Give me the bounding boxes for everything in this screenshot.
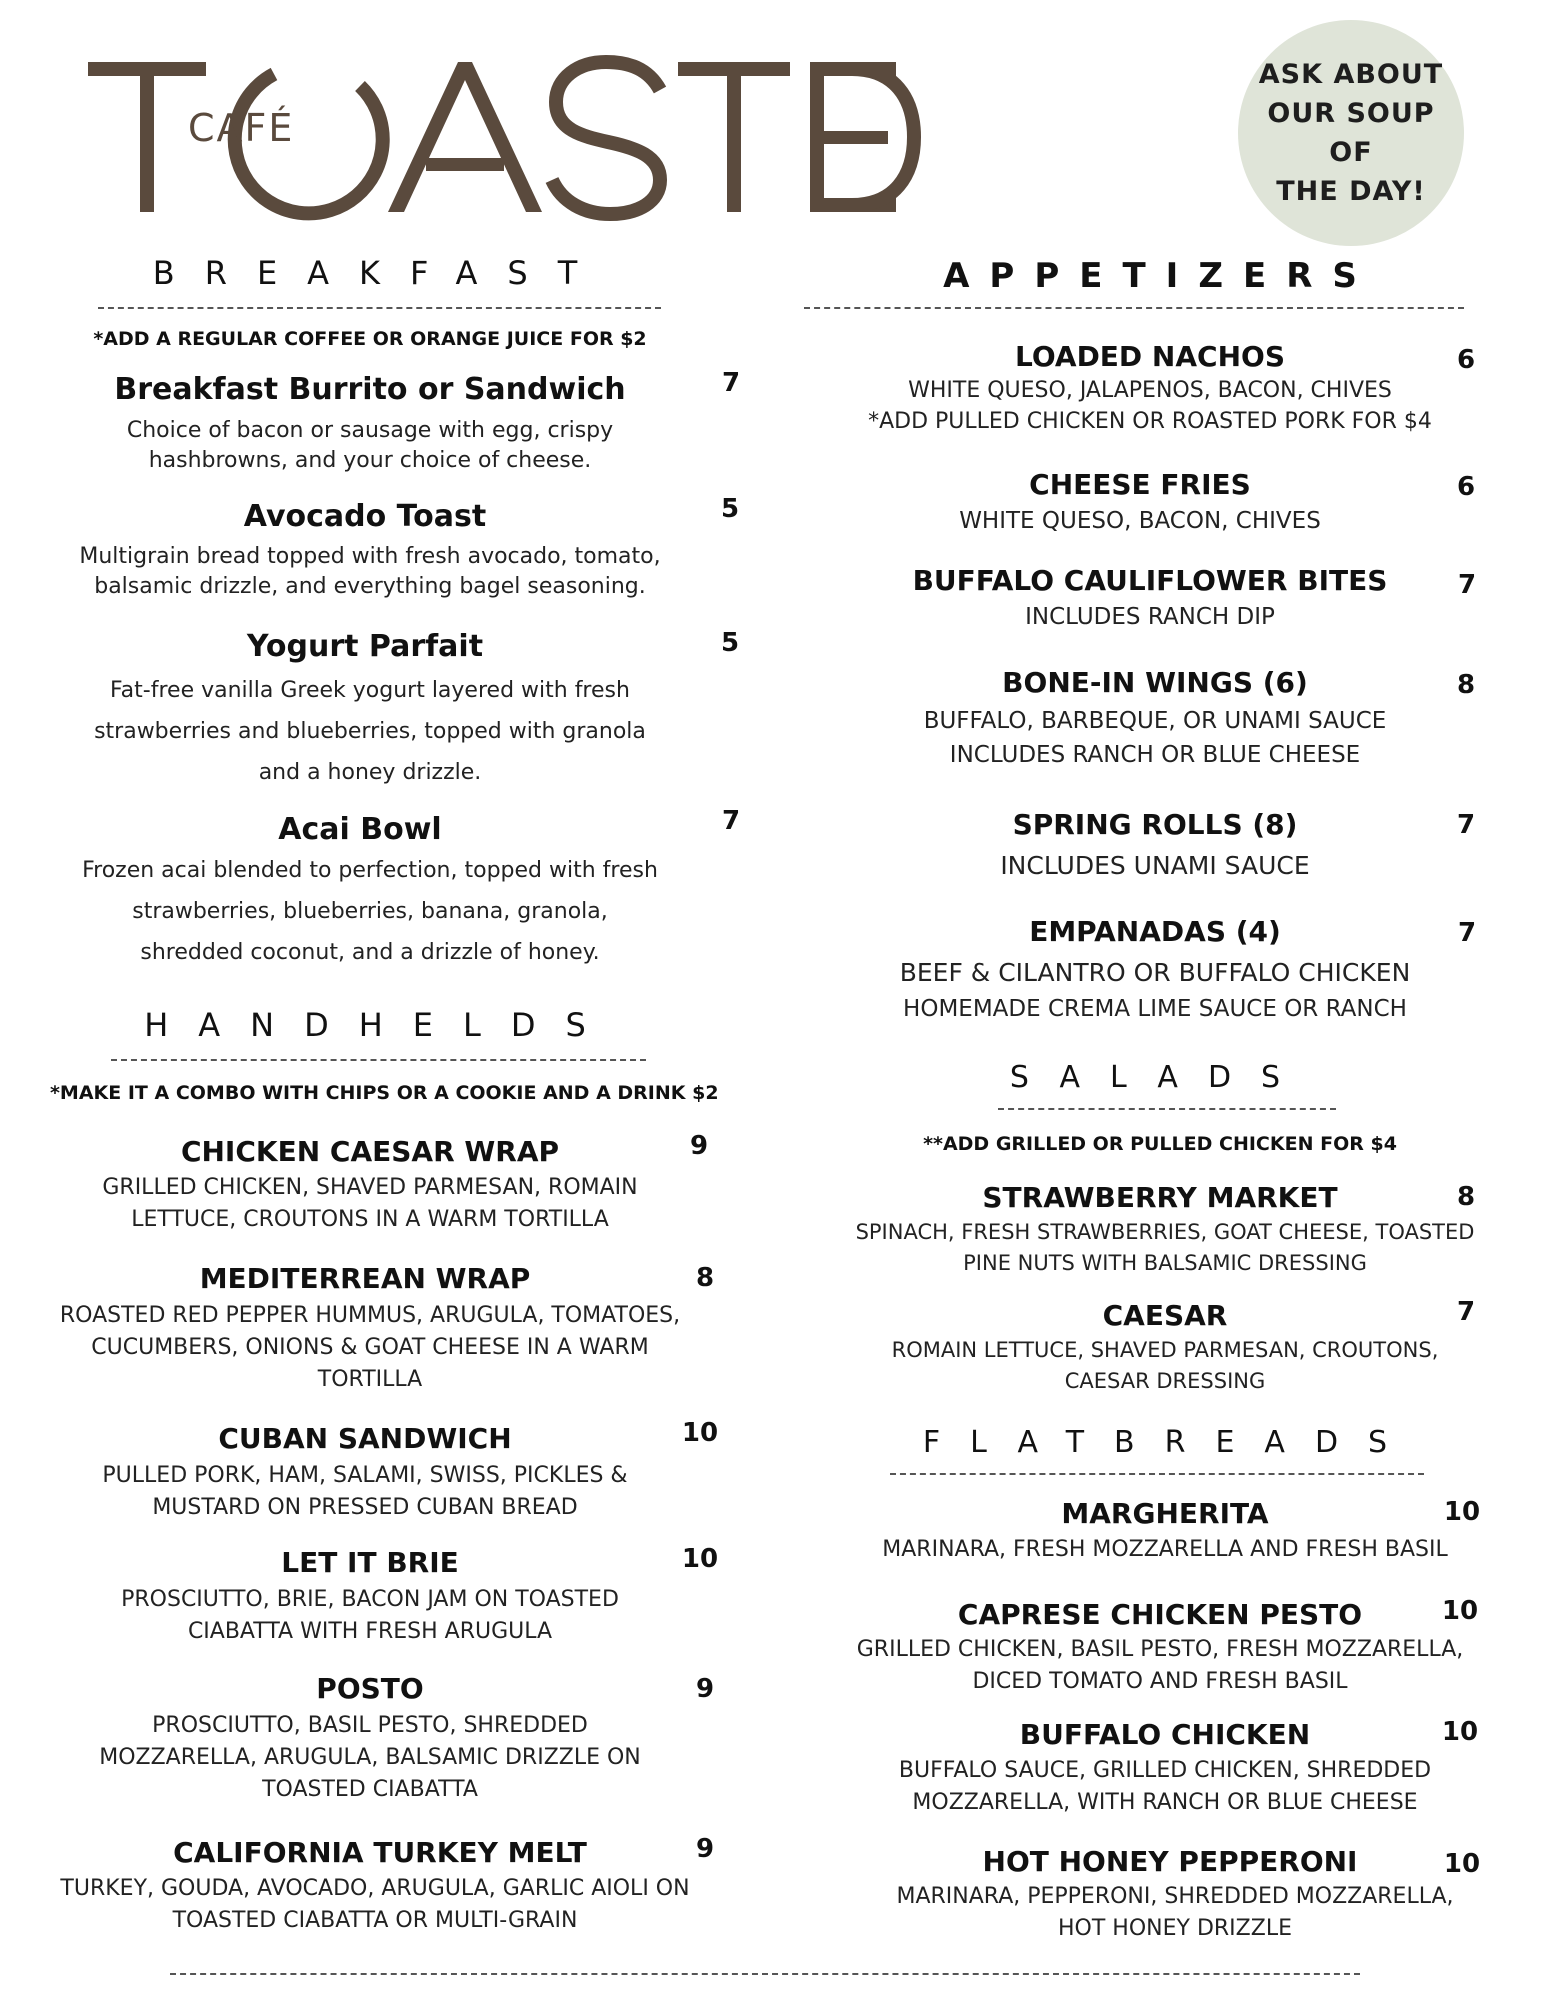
description-line: MARINARA, FRESH MOZZARELLA AND FRESH BASIL xyxy=(882,1537,1448,1562)
description-line: INCLUDES RANCH DIP xyxy=(1025,604,1275,630)
description-line: BUFFALO SAUCE, GRILLED CHICKEN, SHREDDED xyxy=(898,1758,1432,1783)
salads-note: **ADD GRILLED OR PULLED CHICKEN FOR $4 xyxy=(923,1133,1397,1155)
description-line: ROASTED RED PEPPER HUMMUS, ARUGULA, TOMATOES, xyxy=(59,1303,681,1328)
description-line: MARINARA, PEPPERONI, SHREDDED MOZZARELLA, xyxy=(896,1884,1454,1909)
description-line: shredded coconut, and a drizzle of honey. xyxy=(140,940,600,965)
menu-item-price: 9 xyxy=(695,1674,715,1704)
description-line: *ADD PULLED CHICKEN OR ROASTED PORK FOR $4 xyxy=(868,409,1432,434)
menu-item-price: 8 xyxy=(1456,670,1476,700)
menu-item-price: 7 xyxy=(1457,918,1477,948)
menu-item-price: 10 xyxy=(1443,1849,1481,1879)
flatbreads-heading: FLATBREADS xyxy=(922,1425,1418,1460)
section-divider xyxy=(98,307,661,309)
description-line: DICED TOMATO AND FRESH BASIL xyxy=(972,1669,1348,1694)
menu-item-name: CHICKEN CAESAR WRAP xyxy=(180,1135,560,1168)
menu-item-description xyxy=(850,1634,1470,1698)
menu-item-description xyxy=(50,1584,690,1648)
description-line: PROSCIUTTO, BRIE, BACON JAM ON TOASTED xyxy=(121,1587,619,1612)
menu-item-name: POSTO xyxy=(316,1672,424,1705)
menu-item-name: Acai Bowl xyxy=(278,812,442,847)
menu-item-name: Breakfast Burrito or Sandwich xyxy=(114,372,626,407)
menu-item-price: 9 xyxy=(689,1131,709,1161)
menu-item-description xyxy=(50,1172,690,1236)
description-line: CAESAR DRESSING xyxy=(1064,1369,1266,1393)
menu-item-description xyxy=(860,1755,1470,1819)
menu-item-description xyxy=(50,670,690,793)
description-line: BUFFALO, BARBEQUE, OR UNAMI SAUCE xyxy=(923,708,1387,734)
menu-item-price: 7 xyxy=(1457,570,1477,600)
description-line: balsamic drizzle, and everything bagel seasoning. xyxy=(94,574,646,599)
description-line: TURKEY, GOUDA, AVOCADO, ARUGULA, GARLIC AIOLI ON xyxy=(60,1876,690,1901)
menu-item-description xyxy=(850,602,1450,633)
menu-item-price: 7 xyxy=(1456,810,1476,840)
menu-item-name: CALIFORNIA TURKEY MELT xyxy=(173,1836,587,1869)
menu-item-price: 10 xyxy=(681,1544,719,1574)
menu-item-price: 7 xyxy=(1456,1297,1476,1327)
menu-item-price: 10 xyxy=(681,1418,719,1448)
description-line: MUSTARD ON PRESSED CUBAN BREAD xyxy=(152,1495,578,1520)
description-line: hashbrowns, and your choice of cheese. xyxy=(148,448,592,473)
description-line: TOASTED CIABATTA OR MULTI-GRAIN xyxy=(172,1908,578,1933)
description-line: LETTUCE, CROUTONS IN A WARM TORTILLA xyxy=(131,1207,609,1232)
description-line: ROMAIN LETTUCE, SHAVED PARMESAN, CROUTONS, xyxy=(891,1338,1439,1362)
menu-item-name: CUBAN SANDWICH xyxy=(218,1422,512,1455)
menu-item-price: 7 xyxy=(721,368,741,398)
menu-item-price: 7 xyxy=(721,806,741,836)
menu-item-price: 5 xyxy=(720,494,740,524)
menu-item-price: 6 xyxy=(1456,472,1476,502)
menu-item-name: LET IT BRIE xyxy=(281,1546,459,1579)
menu-item-name: CAPRESE CHICKEN PESTO xyxy=(957,1598,1363,1631)
description-line: TORTILLA xyxy=(317,1367,423,1392)
menu-item-price: 5 xyxy=(720,628,740,658)
menu-item-description xyxy=(865,1535,1465,1565)
description-line: MOZZARELLA, ARUGULA, BALSAMIC DRIZZLE ON xyxy=(99,1745,641,1770)
description-line: HOMEMADE CREMA LIME SAUCE OR RANCH xyxy=(903,996,1407,1022)
menu-item-name: SPRING ROLLS (8) xyxy=(1012,808,1298,841)
menu-item-description xyxy=(840,955,1470,1027)
menu-item-name: Yogurt Parfait xyxy=(246,629,484,664)
description-line: MOZZARELLA, WITH RANCH OR BLUE CHEESE xyxy=(912,1790,1418,1815)
description-line: Multigrain bread topped with fresh avocado, tomato, xyxy=(79,544,661,569)
soup-of-the-day-badge xyxy=(1238,20,1464,246)
description-line: Frozen acai blended to perfection, topped with fresh xyxy=(82,858,658,883)
menu-item-name: HOT HONEY PEPPERONI xyxy=(982,1845,1358,1878)
description-line: BEEF & CILANTRO OR BUFFALO CHICKEN xyxy=(899,958,1411,987)
soup-badge-line: OUR SOUP OF xyxy=(1267,98,1435,168)
description-line: INCLUDES RANCH OR BLUE CHEESE xyxy=(949,742,1361,768)
cafe-logo xyxy=(88,40,928,230)
description-line: HOT HONEY DRIZZLE xyxy=(1058,1916,1292,1941)
menu-item-description xyxy=(845,704,1465,772)
description-line: CUCUMBERS, ONIONS & GOAT CHEESE IN A WARM xyxy=(91,1335,649,1360)
menu-item-description xyxy=(840,506,1440,537)
menu-item-description xyxy=(40,1460,690,1524)
menu-item-price: 8 xyxy=(695,1263,715,1293)
menu-item-price: 6 xyxy=(1456,345,1476,375)
section-divider xyxy=(890,1473,1424,1475)
section-divider xyxy=(998,1108,1336,1110)
soup-badge-line: THE DAY! xyxy=(1276,176,1426,207)
menu-item-name: STRAWBERRY MARKET xyxy=(982,1181,1338,1214)
description-line: strawberries, blueberries, banana, granola, xyxy=(132,899,608,924)
menu-item-description xyxy=(870,1881,1480,1945)
menu-item-name: CAESAR xyxy=(1102,1299,1228,1332)
menu-item-description xyxy=(50,1710,690,1806)
menu-item-name: MARGHERITA xyxy=(1061,1497,1269,1530)
menu-item-price: 8 xyxy=(1456,1182,1476,1212)
description-line: PULLED PORK, HAM, SALAMI, SWISS, PICKLES & xyxy=(102,1463,628,1488)
description-line: GRILLED CHICKEN, SHAVED PARMESAN, ROMAIN xyxy=(102,1175,638,1200)
menu-item-name: BONE-IN WINGS (6) xyxy=(1002,666,1308,699)
soup-badge-line: ASK ABOUT xyxy=(1258,59,1444,90)
menu-item-name: CHEESE FRIES xyxy=(1029,468,1251,501)
menu-item-name: EMPANADAS (4) xyxy=(1029,915,1281,948)
menu-item-description xyxy=(45,1873,705,1937)
menu-item-name: MEDITERREAN WRAP xyxy=(199,1262,531,1295)
breakfast-note: *ADD A REGULAR COFFEE OR ORANGE JUICE FOR $2 xyxy=(93,328,647,350)
description-line: INCLUDES UNAMI SAUCE xyxy=(1000,851,1310,880)
salads-heading: SALADS xyxy=(1009,1060,1311,1095)
menu-item-description xyxy=(50,542,690,602)
menu-item-name: BUFFALO CHICKEN xyxy=(1019,1718,1311,1751)
menu-item-name: BUFFALO CAULIFLOWER BITES xyxy=(912,564,1388,597)
description-line: PROSCIUTTO, BASIL PESTO, SHREDDED xyxy=(152,1713,588,1738)
appetizers-heading: APPETIZERS xyxy=(943,256,1377,296)
menu-item-price: 10 xyxy=(1441,1596,1479,1626)
menu-item-name: LOADED NACHOS xyxy=(1015,340,1285,373)
menu-item-price: 9 xyxy=(695,1834,715,1864)
footer-divider xyxy=(170,1973,1360,1975)
menu-item-price: 10 xyxy=(1443,1497,1481,1527)
section-divider xyxy=(111,1059,646,1061)
description-line: CIABATTA WITH FRESH ARUGULA xyxy=(187,1619,553,1644)
menu-item-name: Avocado Toast xyxy=(243,499,487,534)
description-line: WHITE QUESO, JALAPENOS, BACON, CHIVES xyxy=(908,378,1392,403)
section-divider xyxy=(804,307,1464,309)
menu-item-price: 10 xyxy=(1441,1717,1479,1747)
description-line: strawberries and blueberries, topped with granola xyxy=(94,719,646,744)
description-line: GRILLED CHICKEN, BASIL PESTO, FRESH MOZZARELLA, xyxy=(856,1637,1464,1662)
handhelds-heading: HANDHELDS xyxy=(144,1006,616,1044)
menu-item-description xyxy=(50,850,690,973)
menu-item-description xyxy=(845,375,1455,437)
menu-item-description xyxy=(60,416,680,476)
description-line: SPINACH, FRESH STRAWBERRIES, GOAT CHEESE, TOASTED xyxy=(855,1220,1475,1244)
breakfast-heading: BREAKFAST xyxy=(152,254,608,292)
description-line: Choice of bacon or sausage with egg, crispy xyxy=(126,418,614,443)
logo-sub-text: CAFÉ xyxy=(188,106,295,150)
description-line: TOASTED CIABATTA xyxy=(262,1777,478,1802)
handhelds-note: *MAKE IT A COMBO WITH CHIPS OR A COOKIE AND A DRINK $2 xyxy=(50,1082,719,1104)
menu-item-description xyxy=(40,1300,700,1396)
description-line: Fat-free vanilla Greek yogurt layered with fresh xyxy=(110,678,630,703)
menu-item-description xyxy=(865,1335,1465,1397)
menu-item-description xyxy=(845,1217,1485,1279)
description-line: PINE NUTS WITH BALSAMIC DRESSING xyxy=(963,1251,1367,1275)
description-line: WHITE QUESO, BACON, CHIVES xyxy=(959,508,1321,534)
menu-item-description xyxy=(850,848,1460,884)
description-line: and a honey drizzle. xyxy=(258,760,482,785)
